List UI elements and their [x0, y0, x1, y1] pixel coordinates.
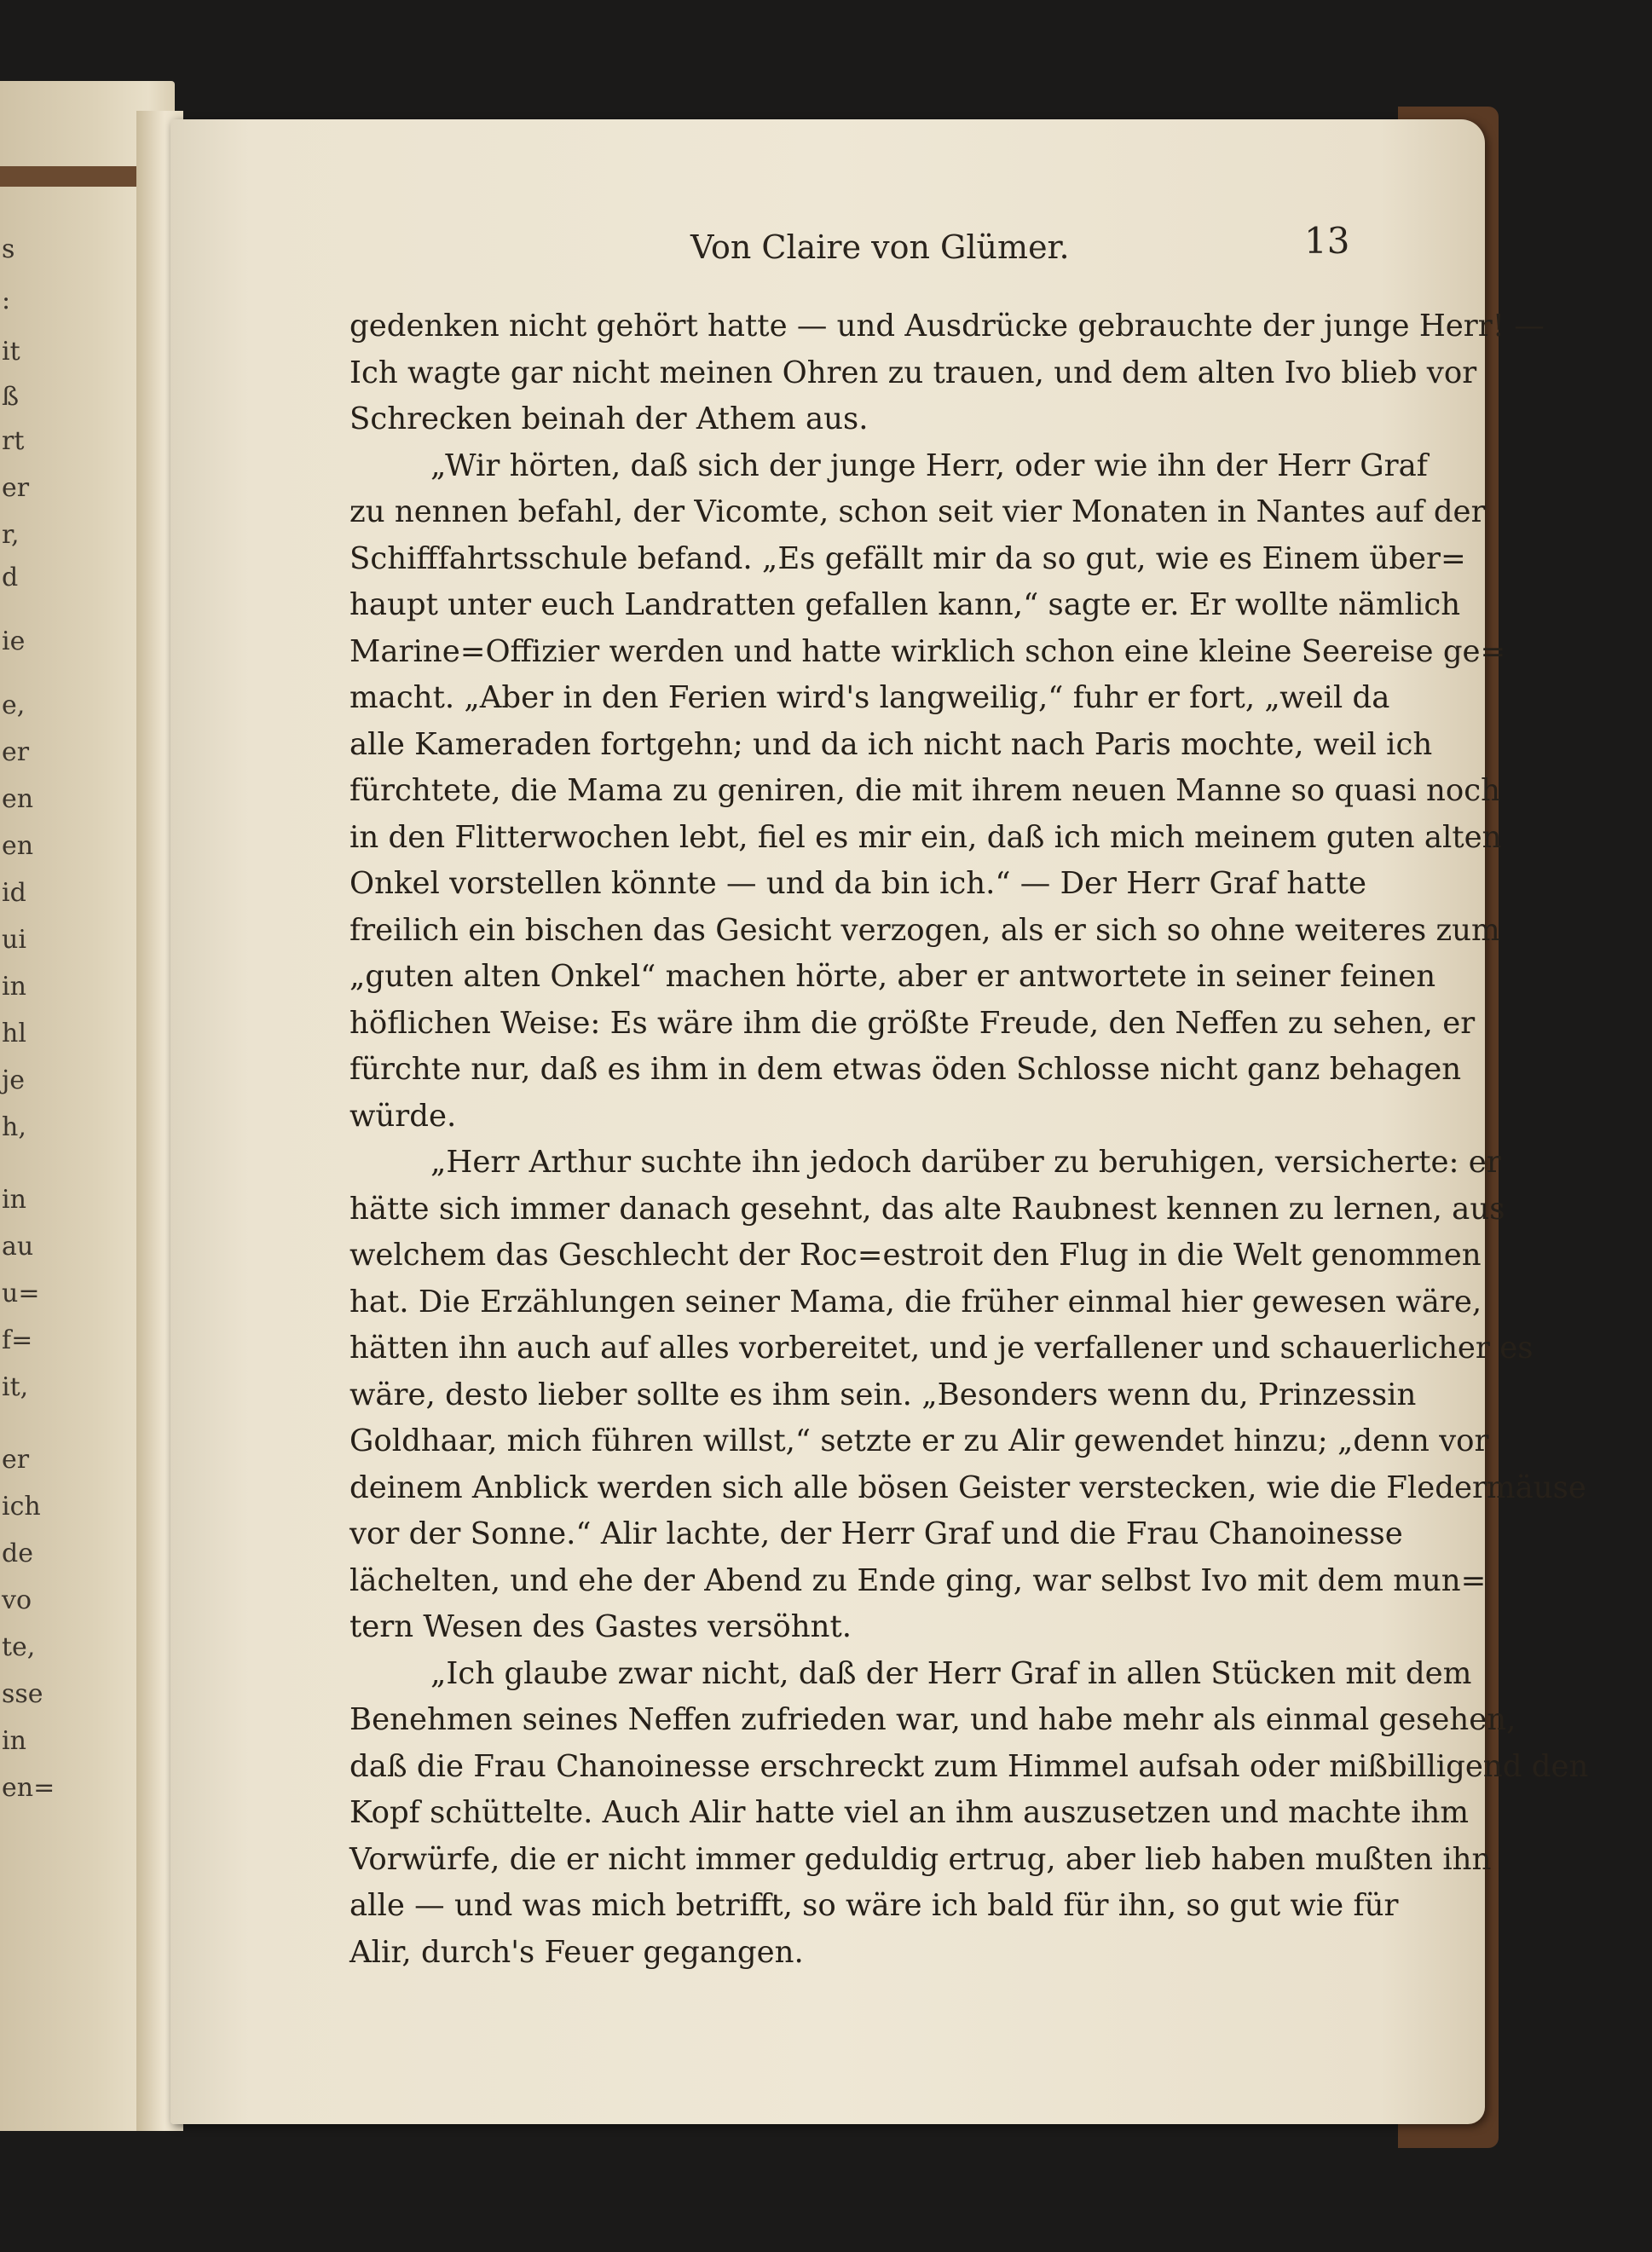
left-page-fragment: en	[2, 784, 34, 814]
left-page-fragment: ie	[2, 627, 26, 656]
left-page-fragment: hl	[2, 1019, 26, 1048]
text-line: deinem Anblick werden sich alle bösen Geister verstecken, wie die Fledermäuse	[349, 1470, 1586, 1505]
header-title: Von Claire von Glümer.	[690, 228, 1070, 266]
left-page-fragment: :	[2, 286, 11, 315]
left-page-fragment: ß	[2, 382, 20, 412]
left-cover-edge	[0, 166, 153, 187]
text-line: Ich wagte gar nicht meinen Ohren zu trauen, und dem alten Ivo blieb vor	[349, 355, 1477, 390]
left-page-fragment: te,	[2, 1632, 36, 1662]
text-line: macht. „Aber in den Ferien wird's langweilig,“ fuhr er fort, „weil da	[349, 680, 1390, 715]
right-page	[170, 119, 1589, 2124]
text-line: höflichen Weise: Es wäre ihm die größte Freude, den Neffen zu sehen, er	[349, 1005, 1476, 1041]
text-line: „Ich glaube zwar nicht, daß der Herr Graf in allen Stücken mit dem	[430, 1655, 1472, 1691]
text-line: wäre, desto lieber sollte es ihm sein. „Besonders wenn du, Prinzessin	[349, 1377, 1417, 1412]
text-line: Alir, durch's Feuer gegangen.	[349, 1934, 804, 1970]
left-page-fragment: id	[2, 878, 26, 908]
left-page-fragment: in	[2, 1185, 26, 1215]
text-line: tern Wesen des Gastes versöhnt.	[349, 1609, 852, 1644]
text-line: welchem das Geschlecht der Roc=estroit den Flug in die Welt genommen	[349, 1238, 1482, 1273]
text-line: fürchtete, die Mama zu geniren, die mit ihrem neuen Manne so quasi noch	[349, 773, 1501, 808]
text-line: Onkel vorstellen könnte — und da bin ich.“ — Der Herr Graf hatte	[349, 866, 1366, 901]
left-page-fragment: er	[2, 737, 30, 767]
text-line: „Wir hörten, daß sich der junge Herr, oder wie ihn der Herr Graf	[430, 448, 1428, 483]
left-page-fragment: en	[2, 831, 34, 861]
left-page-fragment: sse	[2, 1679, 43, 1709]
text-line: würde.	[349, 1098, 457, 1134]
text-line: lächelten, und ehe der Abend zu Ende ging, war selbst Ivo mit dem mun=	[349, 1562, 1487, 1598]
text-line: gedenken nicht gehört hatte — und Ausdrücke gebrauchte der junge Herr! —	[349, 309, 1545, 344]
text-line: hätten ihn auch auf alles vorbereitet, und je verfallener und schauerlicher es	[349, 1331, 1534, 1366]
text-line: hätte sich immer danach gesehnt, das alte Raubnest kennen zu lernen, aus	[349, 1191, 1505, 1227]
left-page-fragment: s	[2, 234, 15, 264]
left-page-fragment: ui	[2, 925, 26, 955]
left-page-fragment: rt	[2, 426, 25, 456]
left-page-fragment: je	[2, 1065, 26, 1095]
text-line: in den Flitterwochen lebt, fiel es mir ein, daß ich mich meinem guten alten	[349, 819, 1502, 855]
left-page-fragment: r,	[2, 520, 20, 550]
running-head	[529, 220, 1350, 280]
text-line: fürchte nur, daß es ihm in dem etwas öden Schlosse nicht ganz behagen	[349, 1052, 1462, 1087]
page-number: 13	[1304, 220, 1350, 262]
left-page-fragment: u=	[2, 1279, 40, 1308]
text-line: Goldhaar, mich führen willst,“ setzte er zu Alir gewendet hinzu; „denn vor	[349, 1423, 1489, 1458]
text-line: Kopf schüttelte. Auch Alir hatte viel an ihm auszusetzen und machte ihm	[349, 1795, 1470, 1830]
left-page-fragment: de	[2, 1539, 33, 1568]
left-page-fragment: it	[2, 337, 20, 367]
text-line: Schifffahrtsschule befand. „Es gefällt mir da so gut, wie es Einem über=	[349, 540, 1466, 576]
left-page-fragment: in	[2, 972, 26, 1002]
text-line: hat. Die Erzählungen seiner Mama, die früher einmal hier gewesen wäre,	[349, 1284, 1482, 1319]
left-page-fragment: er	[2, 1445, 30, 1475]
text-line: alle Kameraden fortgehn; und da ich nicht nach Paris mochte, weil ich	[349, 726, 1433, 762]
text-line: freilich ein bischen das Gesicht verzogen, als er sich so ohne weiteres zum	[349, 912, 1500, 948]
text-line: Vorwürfe, die er nicht immer geduldig ertrug, aber lieb haben mußten ihn	[349, 1841, 1492, 1877]
left-page-fragment: e,	[2, 690, 26, 720]
text-line: Schrecken beinah der Athem aus.	[349, 401, 869, 436]
left-page-fragment: er	[2, 473, 30, 503]
text-line: vor der Sonne.“ Alir lachte, der Herr Graf und die Frau Chanoinesse	[349, 1516, 1403, 1551]
body-text	[349, 303, 1589, 1976]
left-page-fragment: au	[2, 1232, 34, 1262]
text-line: alle — und was mich betrifft, so wäre ich bald für ihn, so gut wie für	[349, 1888, 1399, 1923]
left-page-fragment: en=	[2, 1773, 55, 1803]
left-page-fragment: vo	[2, 1585, 32, 1615]
left-page-fragment: d	[2, 563, 19, 592]
text-line: haupt unter euch Landratten gefallen kann,“ sagte er. Er wollte nämlich	[349, 587, 1461, 622]
text-line: zu nennen befahl, der Vicomte, schon seit vier Monaten in Nantes auf der	[349, 494, 1486, 529]
text-line: „guten alten Onkel“ machen hörte, aber er antwortete in seiner feinen	[349, 959, 1436, 994]
left-page-fragment: in	[2, 1726, 26, 1756]
text-line: Benehmen seines Neffen zufrieden war, und habe mehr als einmal gesehen,	[349, 1702, 1516, 1737]
text-line: daß die Frau Chanoinesse erschreckt zum Himmel aufsah oder mißbilligend den	[349, 1748, 1589, 1784]
text-line: Marine=Offizier werden und hatte wirklich schon eine kleine Seereise ge=	[349, 633, 1506, 669]
left-page-fragment: f=	[2, 1325, 33, 1355]
text-line: „Herr Arthur suchte ihn jedoch darüber zu beruhigen, versicherte: er	[430, 1145, 1501, 1180]
left-page-fragment: it,	[2, 1372, 29, 1402]
left-page-fragment: ich	[2, 1492, 41, 1522]
left-page-fragment: h,	[2, 1112, 26, 1142]
